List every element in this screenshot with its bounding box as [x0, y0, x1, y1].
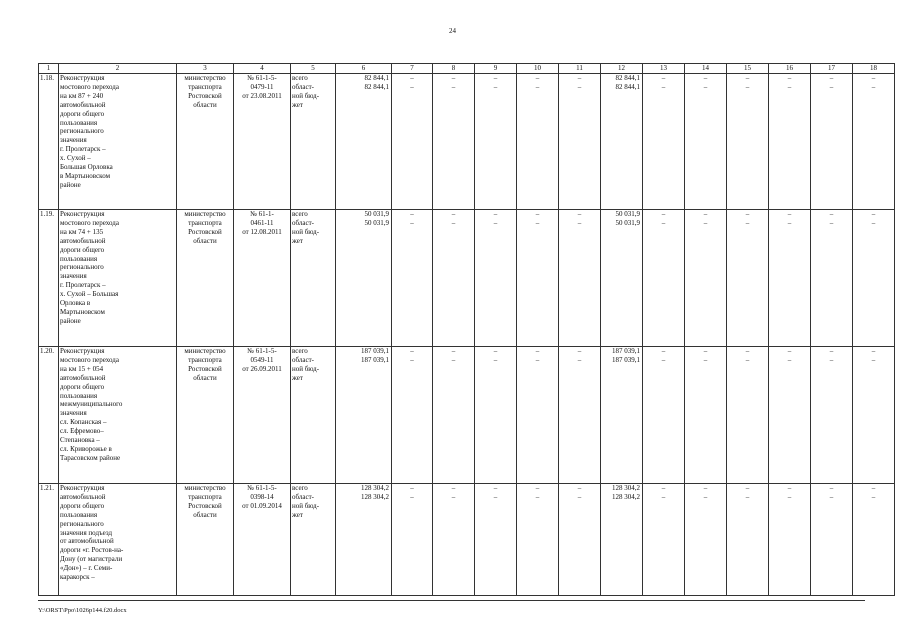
table-row — [39, 210, 895, 347]
dash-mark: – — [871, 355, 876, 364]
dash-mark: – — [535, 74, 540, 82]
dash-mark: – — [451, 210, 456, 218]
dash-mark: – — [745, 484, 750, 492]
dash-mark: – — [871, 74, 876, 82]
empty-value-cell — [392, 484, 433, 596]
dash-mark: – — [535, 347, 540, 355]
dash-mark: – — [829, 347, 834, 355]
column-header: 17 — [811, 64, 853, 74]
amount-value: 128 304,2 — [361, 484, 389, 492]
dash-mark: – — [451, 347, 456, 355]
empty-value-cell — [853, 347, 895, 484]
amount-value: 187 039,1 — [361, 355, 389, 364]
customer-cell: министерство транспорта Ростовской области — [177, 347, 234, 484]
empty-value-cell — [685, 74, 727, 210]
funding-source-label: всего — [292, 74, 308, 82]
amount-value: 128 304,2 — [612, 492, 640, 501]
amount-value: 50 031,9 — [615, 218, 640, 227]
column-header: 9 — [475, 64, 517, 74]
dash-mark: – — [787, 82, 792, 91]
dash-mark: – — [410, 210, 414, 218]
dash-mark: – — [410, 82, 414, 91]
dash-mark: – — [535, 355, 540, 364]
empty-value-cell — [433, 210, 475, 347]
column-header: 6 — [336, 64, 392, 74]
dash-mark: – — [703, 218, 708, 227]
dash-mark: – — [745, 210, 750, 218]
row-number-cell: 1.19. — [39, 210, 59, 347]
dash-mark: – — [703, 355, 708, 364]
dash-mark: – — [703, 210, 708, 218]
empty-value-cell — [475, 210, 517, 347]
row-number-cell: 1.20. — [39, 347, 59, 484]
dash-mark: – — [410, 218, 414, 227]
dash-mark: – — [661, 218, 666, 227]
dash-mark: – — [535, 218, 540, 227]
dash-mark: – — [451, 74, 456, 82]
dash-mark: – — [745, 74, 750, 82]
dash-mark: – — [829, 210, 834, 218]
amount-value: 82 844,1 — [364, 82, 389, 91]
empty-value-cell — [559, 347, 601, 484]
dash-mark: – — [493, 74, 498, 82]
dash-mark: – — [703, 492, 708, 501]
amount-value: 128 304,2 — [612, 484, 640, 492]
amount-value: 82 844,1 — [615, 82, 640, 91]
year-amount-cell — [601, 484, 643, 596]
customer-cell: министерство транспорта Ростовской области — [177, 74, 234, 210]
column-header: 18 — [853, 64, 895, 74]
empty-value-cell — [559, 484, 601, 596]
column-header: 8 — [433, 64, 475, 74]
empty-value-cell — [559, 74, 601, 210]
dash-mark: – — [829, 484, 834, 492]
empty-value-cell — [392, 210, 433, 347]
funding-source-label: област- ной бюд- жет — [292, 82, 320, 109]
table-row — [39, 347, 895, 484]
empty-value-cell — [475, 74, 517, 210]
empty-value-cell — [727, 74, 769, 210]
column-header: 7 — [392, 64, 433, 74]
row-number-cell: 1.21. — [39, 484, 59, 596]
total-amount-cell — [336, 74, 392, 210]
dash-mark: – — [410, 484, 414, 492]
funding-source-cell — [291, 484, 336, 596]
object-name-cell: Реконструкция мостового перехода на км 74 + 135 автомобильной дороги общего пользования регионального значения г. Пролетарск – х. Сухой – Большая Орловка в Мартыновском районе — [59, 210, 177, 347]
customer-cell: министерство транспорта Ростовской области — [177, 210, 234, 347]
dash-mark: – — [577, 218, 582, 227]
dash-mark: – — [451, 218, 456, 227]
empty-value-cell — [727, 484, 769, 596]
total-amount-cell — [336, 484, 392, 596]
amount-value: 82 844,1 — [615, 74, 640, 82]
page-number: 24 — [449, 27, 456, 35]
dash-mark: – — [661, 484, 666, 492]
dash-mark: – — [493, 484, 498, 492]
dash-mark: – — [410, 347, 414, 355]
column-header: 14 — [685, 64, 727, 74]
funding-source-label: област- ной бюд- жет — [292, 355, 320, 382]
object-name-cell: Реконструкция автомобильной дороги общего пользования регионального значения подъезд от автомобильной дороги «г. Ростов-на- Дону (от магистрали «Дон») – г. Семи- каракорск – — [59, 484, 177, 596]
dash-mark: – — [535, 484, 540, 492]
table-row — [39, 484, 895, 596]
column-header: 1 — [39, 64, 59, 74]
dash-mark: – — [577, 74, 582, 82]
dash-mark: – — [703, 82, 708, 91]
empty-value-cell — [769, 347, 811, 484]
empty-value-cell — [475, 347, 517, 484]
empty-value-cell — [517, 210, 559, 347]
empty-value-cell — [643, 74, 685, 210]
empty-value-cell — [392, 347, 433, 484]
empty-value-cell — [853, 210, 895, 347]
budget-table — [38, 63, 895, 596]
empty-value-cell — [853, 74, 895, 210]
dash-mark: – — [493, 210, 498, 218]
dash-mark: – — [871, 484, 876, 492]
empty-value-cell — [685, 347, 727, 484]
empty-value-cell — [685, 484, 727, 596]
column-header: 2 — [59, 64, 177, 74]
dash-mark: – — [871, 82, 876, 91]
empty-value-cell — [727, 210, 769, 347]
empty-value-cell — [769, 210, 811, 347]
column-header: 5 — [291, 64, 336, 74]
empty-value-cell — [433, 484, 475, 596]
empty-value-cell — [517, 484, 559, 596]
dash-mark: – — [871, 492, 876, 501]
dash-mark: – — [451, 82, 456, 91]
dash-mark: – — [787, 484, 792, 492]
footer-file-path: Y:\ORST\Ppo\1026p144.f20.docx — [38, 607, 127, 614]
empty-value-cell — [392, 74, 433, 210]
dash-mark: – — [577, 492, 582, 501]
dash-mark: – — [829, 218, 834, 227]
expertise-doc-cell: № 61-1-5- 0479-11 от 23.08.2011 — [234, 74, 291, 210]
dash-mark: – — [493, 355, 498, 364]
dash-mark: – — [577, 210, 582, 218]
dash-mark: – — [703, 347, 708, 355]
column-header: 12 — [601, 64, 643, 74]
dash-mark: – — [829, 82, 834, 91]
column-header: 11 — [559, 64, 601, 74]
funding-source-label: област- ной бюд- жет — [292, 492, 320, 519]
dash-mark: – — [661, 74, 666, 82]
dash-mark: – — [493, 492, 498, 501]
dash-mark: – — [661, 210, 666, 218]
dash-mark: – — [577, 347, 582, 355]
dash-mark: – — [787, 210, 792, 218]
customer-cell: министерство транспорта Ростовской области — [177, 484, 234, 596]
amount-value: 187 039,1 — [612, 347, 640, 355]
dash-mark: – — [829, 355, 834, 364]
total-amount-cell — [336, 347, 392, 484]
empty-value-cell — [643, 484, 685, 596]
dash-mark: – — [535, 210, 540, 218]
dash-mark: – — [745, 82, 750, 91]
total-amount-cell — [336, 210, 392, 347]
year-amount-cell — [601, 74, 643, 210]
dash-mark: – — [703, 484, 708, 492]
dash-mark: – — [661, 355, 666, 364]
dash-mark: – — [871, 347, 876, 355]
dash-mark: – — [535, 82, 540, 91]
dash-mark: – — [787, 74, 792, 82]
column-header: 3 — [177, 64, 234, 74]
dash-mark: – — [493, 218, 498, 227]
expertise-doc-cell: № 61-1-5- 0549-11 от 26.09.2011 — [234, 347, 291, 484]
column-header: 15 — [727, 64, 769, 74]
dash-mark: – — [661, 82, 666, 91]
dash-mark: – — [745, 355, 750, 364]
funding-source-label: всего — [292, 347, 308, 355]
amount-value: 50 031,9 — [615, 210, 640, 218]
dash-mark: – — [493, 82, 498, 91]
header-row — [39, 64, 895, 74]
funding-source-label: всего — [292, 484, 308, 492]
empty-value-cell — [517, 347, 559, 484]
empty-value-cell — [433, 74, 475, 210]
empty-value-cell — [475, 484, 517, 596]
dash-mark: – — [745, 218, 750, 227]
dash-mark: – — [745, 492, 750, 501]
dash-mark: – — [451, 355, 456, 364]
column-header: 4 — [234, 64, 291, 74]
empty-value-cell — [853, 484, 895, 596]
column-header: 16 — [769, 64, 811, 74]
dash-mark: – — [829, 492, 834, 501]
dash-mark: – — [661, 347, 666, 355]
empty-value-cell — [811, 484, 853, 596]
empty-value-cell — [517, 74, 559, 210]
empty-value-cell — [769, 484, 811, 596]
dash-mark: – — [535, 492, 540, 501]
dash-mark: – — [577, 82, 582, 91]
dash-mark: – — [787, 492, 792, 501]
amount-value: 82 844,1 — [364, 74, 389, 82]
column-header: 13 — [643, 64, 685, 74]
dash-mark: – — [410, 74, 414, 82]
funding-source-label: всего — [292, 210, 308, 218]
dash-mark: – — [703, 74, 708, 82]
funding-source-cell — [291, 347, 336, 484]
dash-mark: – — [410, 355, 414, 364]
dash-mark: – — [787, 347, 792, 355]
amount-value: 187 039,1 — [361, 347, 389, 355]
empty-value-cell — [643, 347, 685, 484]
dash-mark: – — [451, 484, 456, 492]
empty-value-cell — [811, 210, 853, 347]
table-row — [39, 74, 895, 210]
funding-source-cell — [291, 210, 336, 347]
empty-value-cell — [769, 74, 811, 210]
empty-value-cell — [643, 210, 685, 347]
empty-value-cell — [559, 210, 601, 347]
amount-value: 50 031,9 — [364, 210, 389, 218]
dash-mark: – — [871, 218, 876, 227]
year-amount-cell — [601, 210, 643, 347]
row-number-cell: 1.18. — [39, 74, 59, 210]
funding-source-cell — [291, 74, 336, 210]
dash-mark: – — [661, 492, 666, 501]
dash-mark: – — [493, 347, 498, 355]
empty-value-cell — [811, 74, 853, 210]
dash-mark: – — [451, 492, 456, 501]
dash-mark: – — [787, 218, 792, 227]
amount-value: 50 031,9 — [364, 218, 389, 227]
object-name-cell: Реконструкция мостового перехода на км 87 + 240 автомобильной дороги общего пользования регионального значения г. Пролетарск – х. Сухой – Большая Орловка в Мартыновском районе — [59, 74, 177, 210]
year-amount-cell — [601, 347, 643, 484]
table-bottom-rule — [38, 600, 865, 601]
dash-mark: – — [745, 347, 750, 355]
column-header: 10 — [517, 64, 559, 74]
object-name-cell: Реконструкция мостового перехода на км 15 + 054 автомобильной дороги общего пользования межмуниципального значения сл. Копанская – сл. Ефремово– Степановка – сл. Криворожье в Тарасовском районе — [59, 347, 177, 484]
funding-source-label: област- ной бюд- жет — [292, 218, 320, 245]
dash-mark: – — [871, 210, 876, 218]
dash-mark: – — [829, 74, 834, 82]
empty-value-cell — [685, 210, 727, 347]
expertise-doc-cell: № 61-1-5- 0398-14 от 01.09.2014 — [234, 484, 291, 596]
amount-value: 128 304,2 — [361, 492, 389, 501]
empty-value-cell — [811, 347, 853, 484]
amount-value: 187 039,1 — [612, 355, 640, 364]
dash-mark: – — [577, 484, 582, 492]
dash-mark: – — [787, 355, 792, 364]
empty-value-cell — [727, 347, 769, 484]
dash-mark: – — [410, 492, 414, 501]
expertise-doc-cell: № 61-1- 0461-11 от 12.08.2011 — [234, 210, 291, 347]
empty-value-cell — [433, 347, 475, 484]
dash-mark: – — [577, 355, 582, 364]
